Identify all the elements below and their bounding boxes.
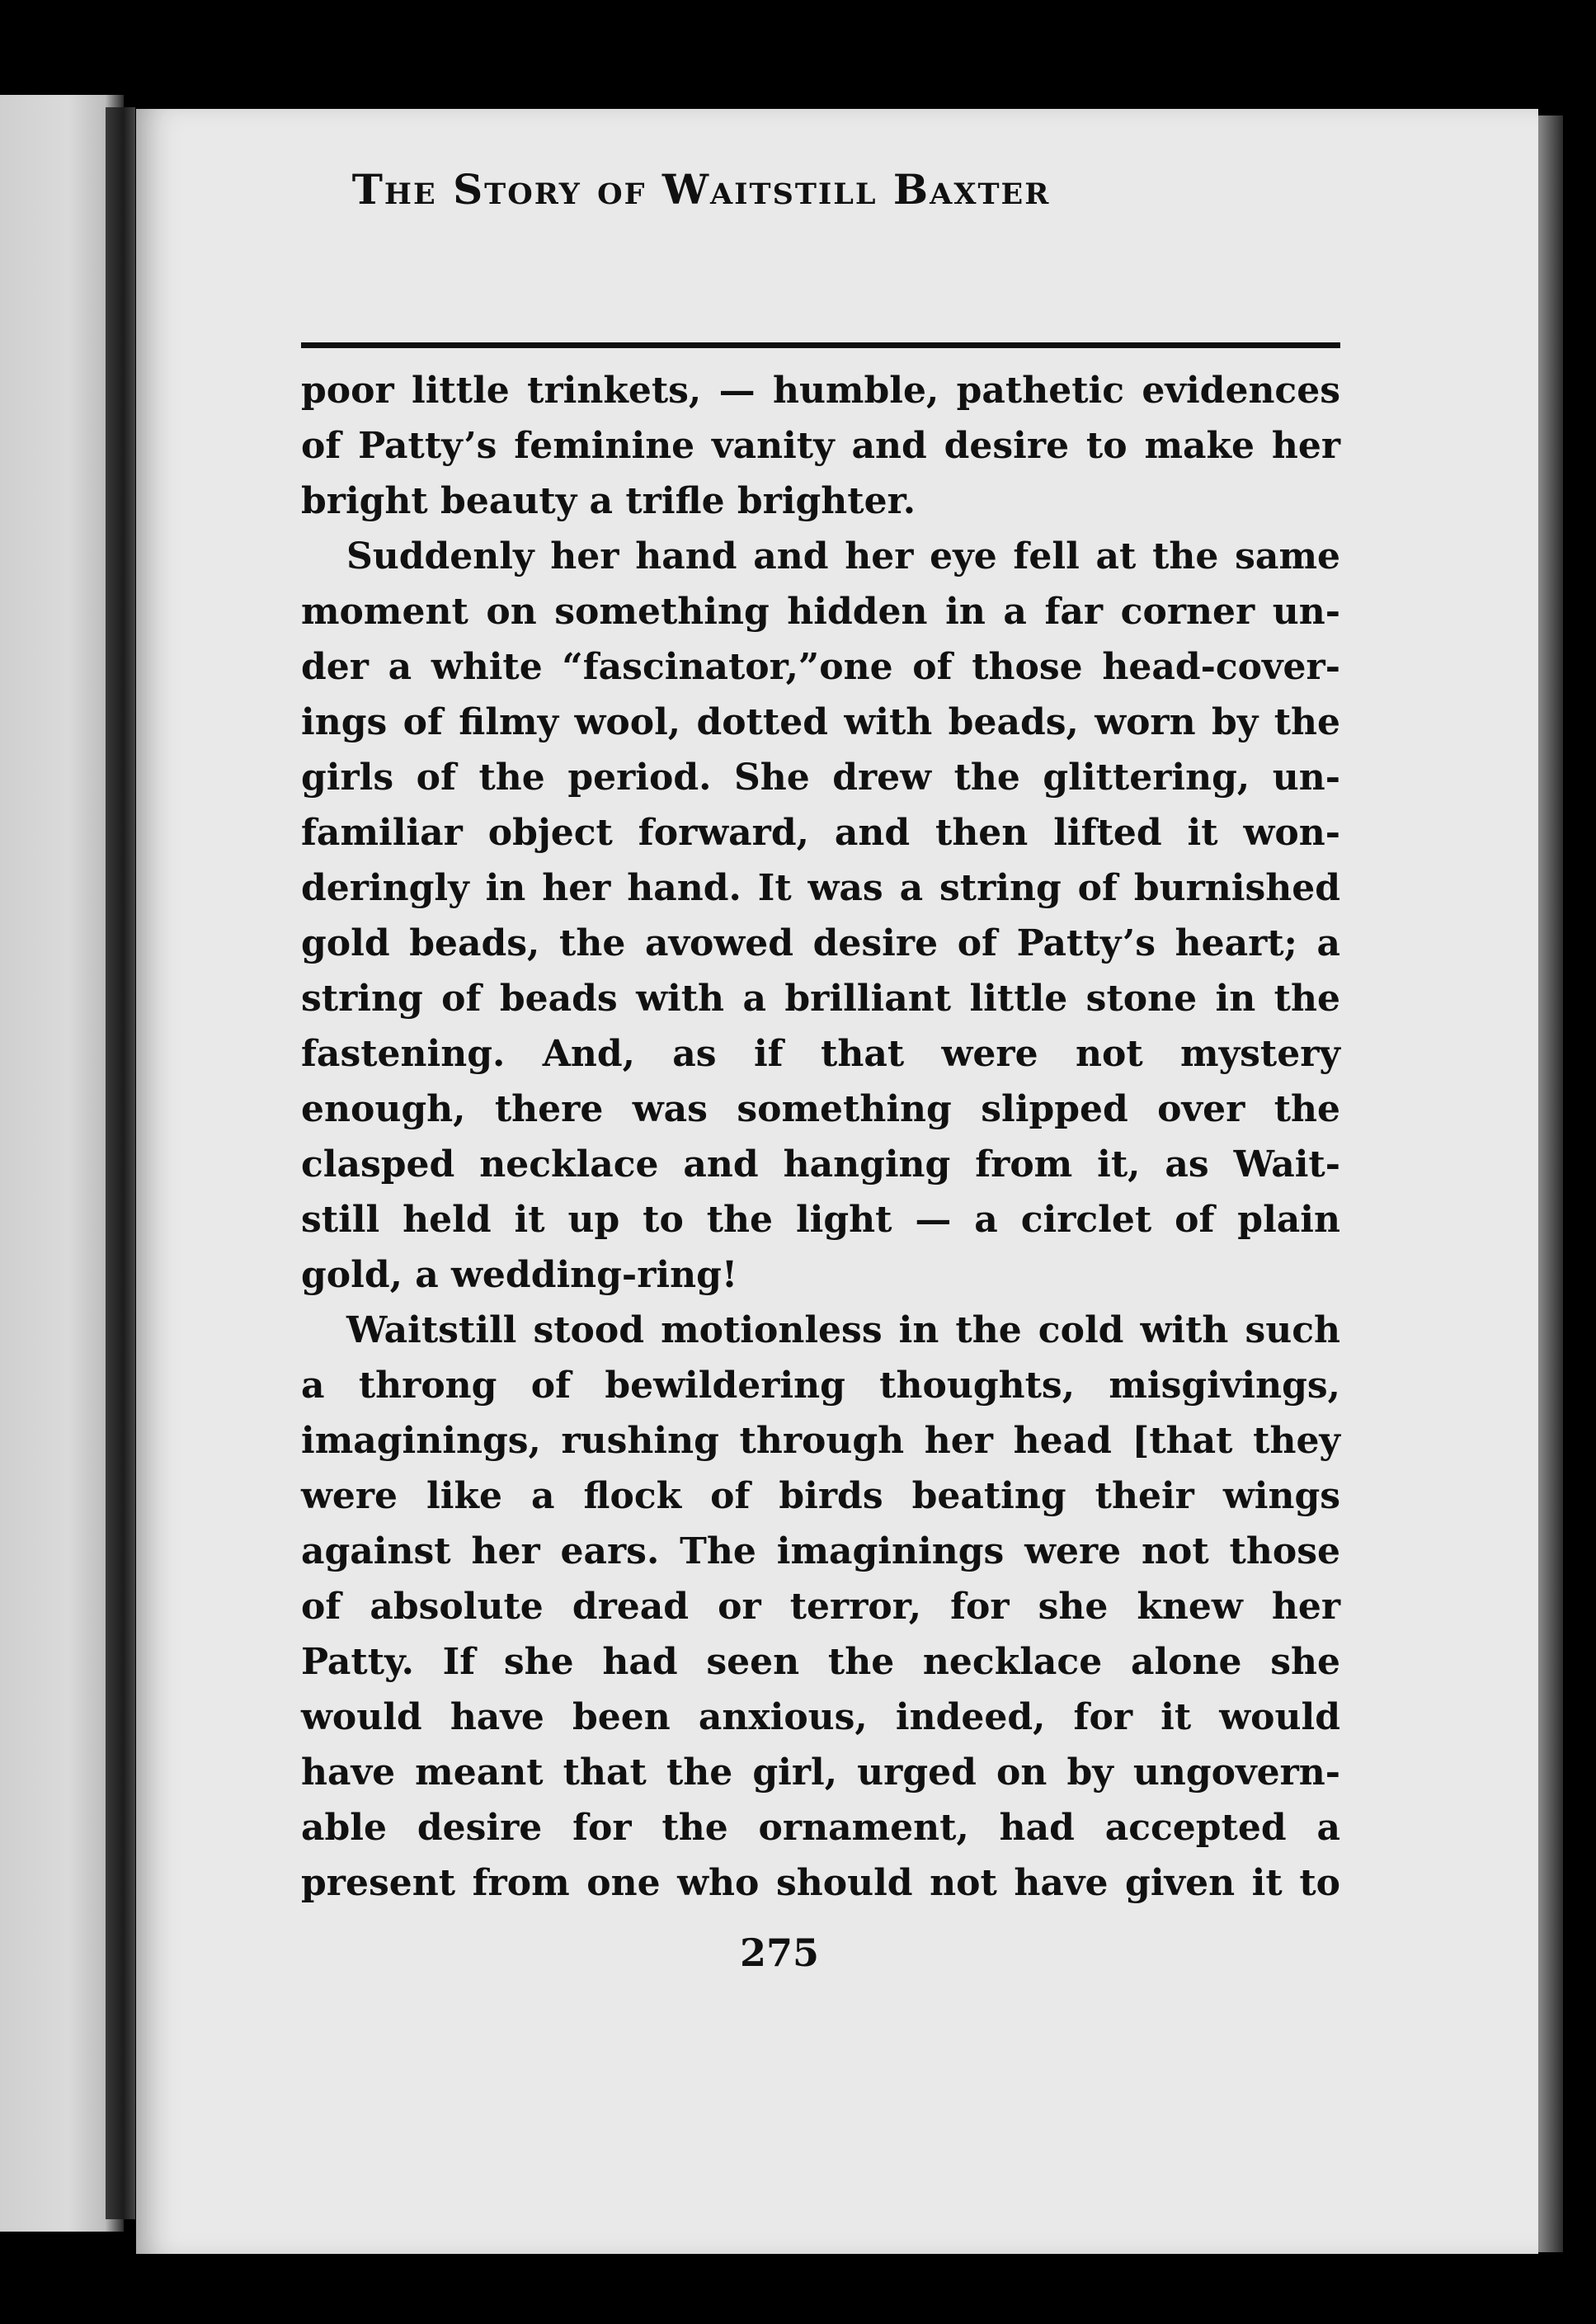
text-line: able desire for the ornament, had accepted a xyxy=(301,1807,1340,1849)
text-line: poor little trinkets, — humble, pathetic evidences xyxy=(301,370,1340,412)
text-line: of Patty’s feminine vanity and desire to make her xyxy=(301,425,1340,467)
text-line: still held it up to the light — a circlet of plain xyxy=(301,1199,1340,1241)
text-line: string of beads with a brilliant little stone in the xyxy=(301,978,1340,1020)
text-line: clasped necklace and hanging from it, as Wait- xyxy=(301,1143,1340,1186)
page-number: 275 xyxy=(739,1930,820,1975)
text-line: Patty. If she had seen the necklace alone she xyxy=(301,1641,1340,1683)
text-line: fastening. And, as if that were not mystery xyxy=(301,1033,1340,1075)
text-line: would have been anxious, indeed, for it would xyxy=(301,1696,1340,1738)
text-line: against her ears. The imaginings were not those xyxy=(301,1530,1340,1572)
text-line: were like a flock of birds beating their wings xyxy=(301,1475,1340,1517)
text-line: Waitstill stood motionless in the cold with such xyxy=(346,1309,1340,1351)
body-text xyxy=(301,363,1340,1911)
right-page-edge xyxy=(1538,115,1563,2252)
text-line: ings of filmy wool, dotted with beads, worn by the xyxy=(301,701,1340,743)
running-head: The Story of Waitstill Baxter xyxy=(351,165,1051,214)
text-line: a throng of bewildering thoughts, misgivings, xyxy=(301,1365,1340,1407)
text-line: girls of the period. She drew the glittering, un- xyxy=(301,757,1340,799)
text-line: Suddenly her hand and her eye fell at the same xyxy=(346,535,1340,577)
text-line: gold beads, the avowed desire of Patty’s heart; a xyxy=(301,922,1340,964)
text-line: der a white “fascinator,”one of those head-cover- xyxy=(301,646,1340,688)
text-line: gold, a wedding-ring! xyxy=(301,1254,738,1296)
text-line: of absolute dread or terror, for she knew her xyxy=(301,1586,1340,1628)
book-spine xyxy=(106,107,135,2219)
header-rule xyxy=(301,342,1340,348)
text-line: enough, there was something slipped over the xyxy=(301,1088,1340,1130)
text-line: bright beauty a trifle brighter. xyxy=(301,480,916,522)
text-line: imaginings, rushing through her head [that they xyxy=(301,1420,1340,1462)
text-line: present from one who should not have given it to xyxy=(301,1862,1340,1904)
text-line: familiar object forward, and then lifted it won- xyxy=(301,812,1340,854)
text-line: have meant that the girl, urged on by ungovern- xyxy=(301,1751,1340,1794)
text-line: deringly in her hand. It was a string of burnished xyxy=(301,867,1340,909)
text-line: moment on something hidden in a far corner un- xyxy=(301,591,1340,633)
